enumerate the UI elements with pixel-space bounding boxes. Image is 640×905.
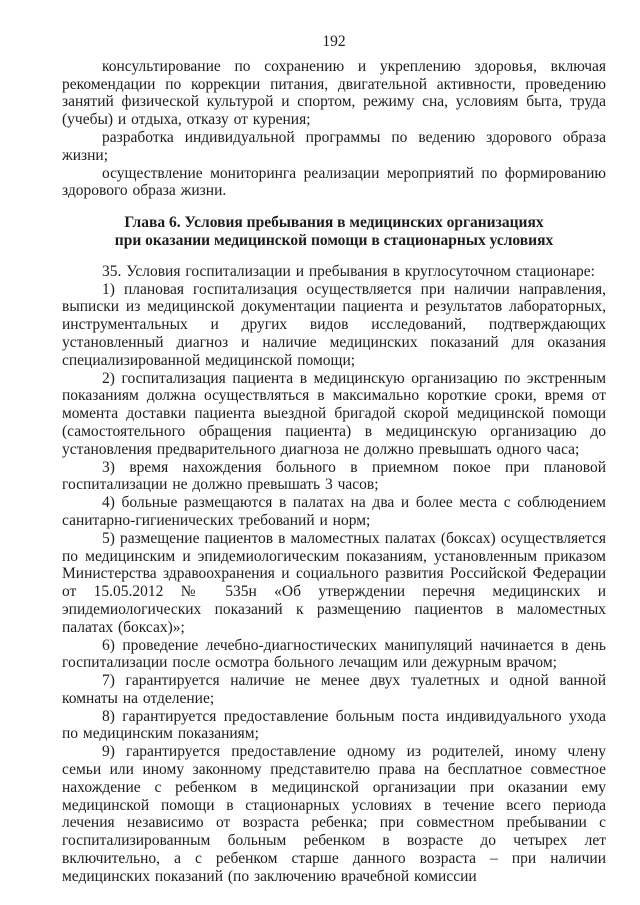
list-item-8: 8) гарантируется предоставление больным поста индивидуального ухода по медицинским показаниям; bbox=[62, 707, 606, 743]
chapter-heading bbox=[62, 214, 606, 250]
list-item-2: 2) госпитализация пациента в медицинскую организацию по экстренным показаниям должна осуществляться в максимально короткие сроки, время от момента доставки пациента выездной бригадой скорой медицинской помощи (самостоятельного обращения пациента) в медицинскую организацию до установления предварительного диагноза не должно превышать одного часа; bbox=[62, 369, 606, 458]
list-item-9: 9) гарантируется предоставление одному из родителей, иному члену семьи или иному законному представителю права на бесплатное совместное нахождение с ребенком в медицинской организации при оказании ему медицинской помощи в стационарных условиях в течение всего периода лечения независимо от возраста ребенка; при совместном пребывании с госпитализированным больным ребенком в возрасте до четырех лет включительно, а с ребенком старше данного возраста – при наличии медицинских показаний (по заключению врачебной комиссии bbox=[62, 743, 606, 885]
list-item-7: 7) гарантируется наличие не менее двух туалетных и одной ванной комнаты на отделение; bbox=[62, 672, 606, 707]
list-item-6: 6) проведение лечебно-диагностических манипуляций начинается в день госпитализации после осмотра больного лечащим или дежурным врачом; bbox=[62, 636, 606, 672]
list-item-3: 3) время нахождения больного в приемном покое при плановой госпитализации не должно превышать 3 часов; bbox=[62, 458, 606, 494]
body-paragraph-consulting: консультирование по сохранению и укреплению здоровья, включая рекомендации по коррекции питания, двигательной активности, проведению занятий физической культурой и спортом, режиму сна, условиям быта, труда (учебы) и отдыха, отказу от курения; bbox=[62, 57, 606, 129]
body-paragraph-monitoring: осуществление мониторинга реализации мероприятий по формированию здорового образа жизни. bbox=[62, 164, 606, 200]
list-item-4: 4) больные размещаются в палатах на два и более места с соблюдением санитарно-гигиенических требований и норм; bbox=[62, 494, 606, 529]
chapter-heading-line1: Глава 6. Условия пребывания в медицинских организациях bbox=[124, 214, 544, 232]
page-number: 192 bbox=[322, 33, 346, 50]
section-35-intro: 35. Условия госпитализации и пребывания в круглосуточном стационаре: bbox=[102, 262, 595, 280]
body-paragraph-program: разработка индивидуальной программы по ведению здорового образа жизни; bbox=[62, 128, 606, 164]
list-item-1: 1) плановая госпитализация осуществляется при наличии направления, выписки из медицинской документации пациента и результатов лабораторных, инструментальных и других видов исследований, подтверждающих установленный диагноз и наличие медицинских показаний для оказания специализированной медицинской помощи; bbox=[62, 280, 606, 369]
list-item-5: 5) размещение пациентов в маломестных палатах (боксах) осуществляется по медицинским и эпидемиологическим показаниям, установленным приказом Министерства здравоохранения и социального развития Российской Федерации от 15.05.2012 № 535н «Об утверждении перечня медицинских и эпидемиологических показаний к размещению пациентов в маломестных палатах (боксах)»; bbox=[62, 529, 606, 636]
chapter-heading-line2: при оказании медицинской помощи в стационарных условиях bbox=[114, 231, 554, 249]
